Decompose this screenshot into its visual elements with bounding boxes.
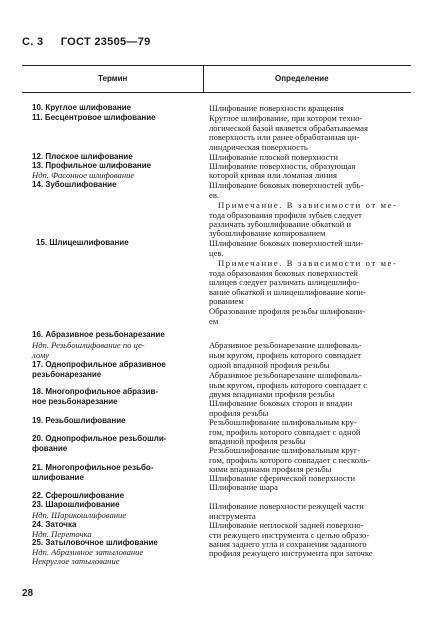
definition-line: профиля режущего инструмента при заточке	[209, 548, 373, 558]
definition-line: кими впадинами профиля резьбы	[209, 464, 332, 474]
term-line: Ндп. Резьбошлифование по це-	[32, 340, 145, 350]
term-line: Некруглое затылование	[32, 556, 120, 566]
page-number: 28	[22, 588, 34, 599]
definition-line: тода образования боковых поверхностей	[209, 268, 358, 278]
section-number: С. 3	[22, 36, 44, 48]
definition-line: ным кругом, профиль которого совпадает	[209, 350, 362, 360]
definition-line: поверхность или ранее обработанная ци-	[209, 132, 360, 142]
definition-line: Шлифование поверхности, образующая	[209, 161, 356, 171]
definition-line: одной впадиной профиля резьбы	[209, 360, 330, 370]
term-line: Ндп. Переточка	[32, 529, 92, 539]
definition-line: Шлифование шара	[209, 482, 278, 492]
definition-line: Шлифование боковых сторон и впадин	[209, 398, 353, 408]
definition-line: инструмента	[209, 511, 256, 521]
term-line: Ндп. Абразивное затылование	[32, 547, 144, 557]
term-line: ное резьбонарезание	[32, 397, 118, 406]
term-line: 19. Резьбошлифование	[32, 416, 126, 425]
definition-line: вания заднего угла и сохранения заданного	[209, 539, 367, 549]
term-line: лому	[32, 350, 50, 360]
definition-line: гом, профиль которого совпадает с несколь-	[209, 455, 370, 465]
definition-line: рованием	[209, 296, 244, 306]
term-line: шлифование	[32, 473, 84, 482]
definition-line: ев.	[209, 190, 220, 200]
definition-line: которой кривая или ломаная линия	[209, 170, 337, 180]
definition-line: Резьбошлифование шлифовальным кру-	[209, 417, 357, 427]
term-line: Ндп. Шарикошлифование	[32, 510, 127, 520]
definition-line: Абразивное резьбонарезание шлифоваль-	[209, 370, 362, 380]
page-header	[22, 36, 151, 48]
term-line: 18. Многопрофильное абразив-	[32, 387, 159, 396]
gost-number: ГОСТ 23505—79	[60, 36, 151, 48]
definition-line: Примечание. В зависимости от ме-	[218, 258, 398, 268]
definition-line: Шлифование плоской поверхности	[209, 152, 338, 162]
definition-line: Шлифование сферической поверхности	[209, 473, 356, 483]
definition-line: Шлифование боковых поверхностей шли-	[209, 238, 364, 248]
definition-line: цев.	[209, 248, 224, 258]
definition-line: гом, профиль которого совпадает с одной	[209, 427, 361, 437]
definition-line: различать зубошлифование обкаткой и	[209, 219, 351, 229]
term-line: 23. Шарошлифование	[32, 500, 120, 509]
term-line: 10. Круглое шлифование	[32, 103, 132, 112]
definition-line: зубошлифование копированием	[209, 228, 326, 238]
term-line: 20. Однопрофильное резьбошли-	[32, 434, 167, 443]
definition-line: шлицев следует различать шлицешлифо-	[209, 277, 360, 287]
definition-line: логической базой является обрабатываемая	[209, 123, 368, 133]
definition-line: профиля резьбы	[209, 408, 269, 418]
term-line: 15. Шлицешлифование	[36, 238, 129, 247]
term-line: 21. Многопрофильное резьбо-	[32, 463, 154, 472]
definition-line: тода образования профиля зубьев следует	[209, 210, 362, 220]
definition-line: сти режущего инструмента с целью образо-	[209, 530, 370, 540]
definition-line: Абразивное резьбонарезание шлифоваль-	[209, 340, 362, 350]
definition-line: Шлифование поверхности вращения	[209, 103, 344, 113]
definition-line: Шлифование боковых поверхностей зубь-	[209, 180, 364, 190]
term-line: 17. Однопрофильное абразивное	[32, 360, 166, 369]
term-line: 24. Заточка	[32, 520, 77, 529]
definition-line: двумя впадинами профиля резьбы	[209, 389, 335, 399]
term-line: 25. Затыловочное шлифование	[32, 538, 158, 547]
term-line: 13. Профильное шлифование	[32, 161, 152, 170]
definition-line: Шлифование поверхности режущей части	[209, 501, 364, 511]
definition-line: Шлифование неплоской задней поверхно-	[209, 520, 364, 530]
term-line: 14. Зубошлифование	[32, 180, 117, 189]
term-line: 12. Плоское шлифование	[32, 152, 133, 161]
definition-line: Образование профиля резьбы шлифовани-	[209, 306, 366, 316]
term-line: 16. Абразивное резьбонарезание	[32, 330, 165, 339]
term-line: фование	[32, 444, 68, 453]
term-line: резьбонарезание	[32, 370, 102, 379]
definition-line: вание обкаткой и шлицешлифование копи-	[209, 287, 366, 297]
term-line: Ндп. Фасонное шлифование	[32, 170, 135, 180]
definition-line: ным кругом, профиль которого совпадает с	[209, 380, 368, 390]
table-top-rule	[22, 65, 411, 66]
term-line: 11. Бесцентровое шлифование	[32, 113, 156, 122]
column-header-definitions: Определение	[275, 74, 329, 83]
definition-line: Примечание. В зависимости от ме-	[218, 200, 398, 210]
definition-line: ем	[209, 316, 219, 326]
definition-line: Круглое шлифование, при котором техно-	[209, 113, 363, 123]
column-header-terms: Термин	[98, 74, 128, 83]
column-divider	[203, 65, 204, 92]
definition-line: впадиной профиля резьбы	[209, 436, 306, 446]
term-line: 22. Сферошлифование	[32, 491, 125, 500]
definition-line: линдрическая поверхность	[209, 142, 308, 152]
table-header-rule	[22, 92, 411, 93]
definition-line: Резьбошлифование шлифовальным круг-	[209, 445, 361, 455]
